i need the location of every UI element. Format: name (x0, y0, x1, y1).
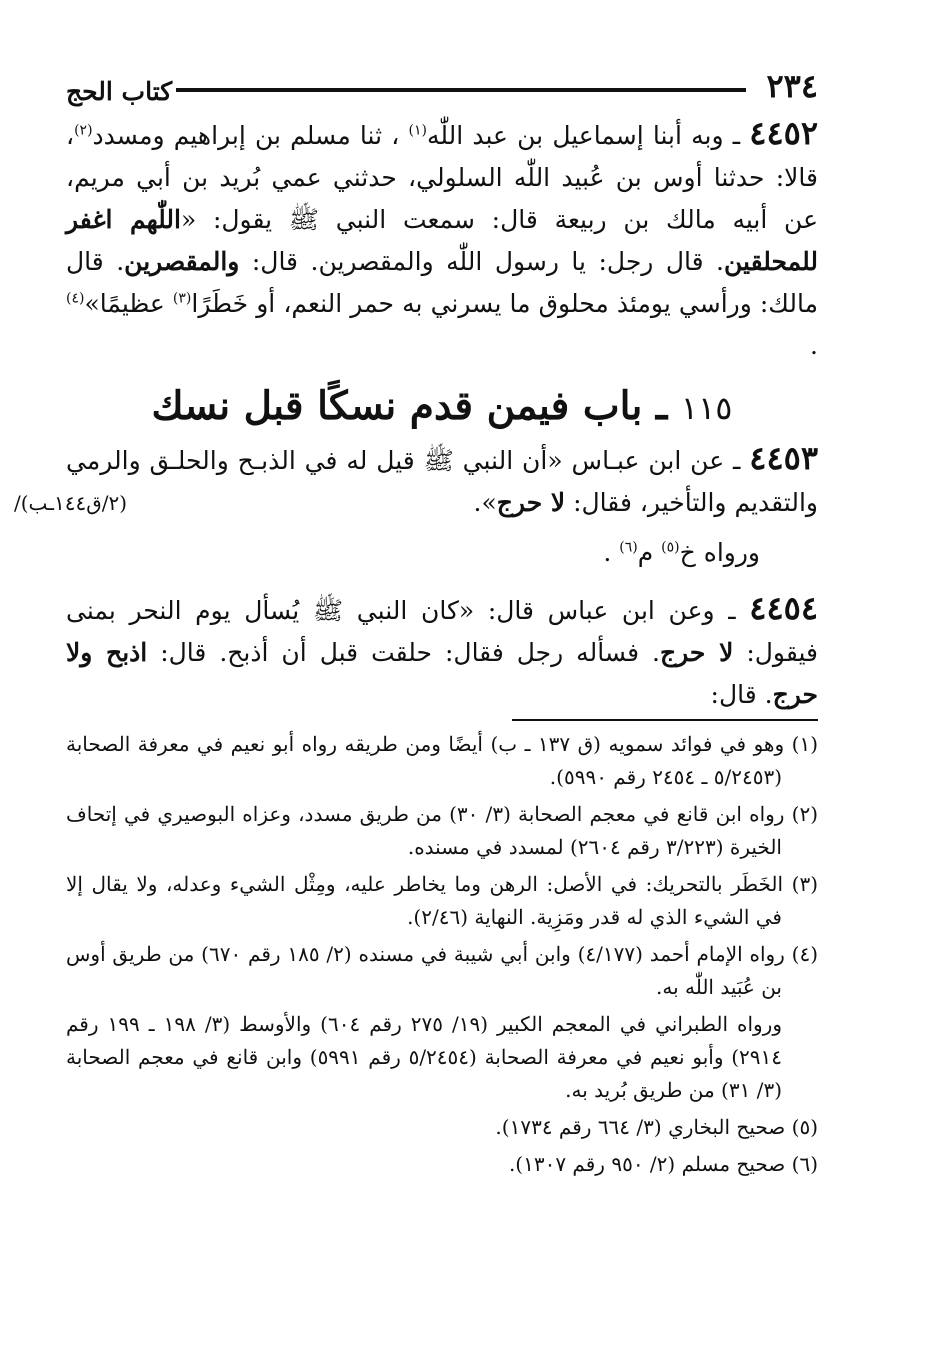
footnote (66, 798, 818, 864)
footnotes (66, 728, 818, 1185)
footnote-text: صحيح البخاري (٣/ ٦٦٤ رقم ١٧٣٤). (495, 1115, 786, 1139)
prophetic-saying: اللّٰهم اغفر للمحلقين (66, 205, 818, 276)
hadith-text: عظيمًا» (84, 289, 173, 318)
footnote (66, 728, 818, 794)
footnote-text: رواه الإمام أحمد (٤/١٧٧) وابن أبي شيبة في مسنده (٢/ ١٨٥ رقم ٦٧٠) من طريق أوس بن عُبَيد اللّٰه به. (66, 942, 785, 999)
hadith-4452 (66, 112, 818, 367)
footnote-ref: (٣) (172, 290, 192, 307)
footnote-ref: (٢) (74, 122, 93, 139)
footnote-number: (٥) (791, 1115, 818, 1139)
footnote-number: (٤) (791, 942, 819, 966)
footnote (66, 868, 818, 934)
footnote-number: (١) (791, 732, 819, 756)
hadith-number: ٤٤٥٣ (749, 439, 818, 477)
hadith-text: ـ وبه أبنا إسماعيل بن عبد اللّٰه (426, 121, 750, 150)
chapter-number: ١١٥ (680, 389, 733, 427)
footnote (66, 938, 818, 1004)
hadith-text: . قال رجل: يا رسول اللّٰه والمقصرين. قال: (239, 247, 725, 276)
footnote-ref: (١) (408, 122, 427, 139)
prophetic-saying: لا حرج (660, 638, 734, 667)
footnote-number: (٦) (791, 1152, 818, 1176)
hadith-text: . قال: (710, 680, 773, 709)
footnote-text: ورواه الطبراني في المعجم الكبير (١٩/ ٢٧٥ رقم ٦٠٤) والأوسط (٣/ ١٩٨ ـ ١٩٩ رقم ٢٩١٤) وأبو نعيم في معرفة الصحابة (٥/٢٤٥٤ رقم ٥٩٩١) وابن قانع في معجم الصحابة (٣/ ٣١) من طريق بُريد به. (66, 1012, 783, 1102)
footnote-continuation (66, 1008, 818, 1107)
footnote-text: صحيح مسلم (٢/ ٩٥٠ رقم ١٣٠٧). (508, 1152, 786, 1176)
prophetic-saying: اذبح ولا حرج (66, 638, 818, 709)
footnote-text: وهو في فوائد سمويه (ق ١٣٧ ـ ب) أيضًا ومن طريقه رواه أبو نعيم في معرفة الصحابة (٥/٢٤٥٣ ـ ٢٤٥٤ رقم ٥٩٩٠). (66, 732, 785, 789)
header-rule (176, 88, 746, 92)
footnote-number: (٣) (791, 872, 818, 896)
running-header (66, 66, 818, 106)
hadith-number: ٤٤٥٤ (749, 589, 818, 627)
attribution-text: ورواه خ (679, 538, 760, 567)
attribution-line (66, 532, 818, 574)
hadith-4454 (66, 587, 818, 716)
chapter-heading (66, 377, 818, 437)
chapter-title: ـ باب فيمن قدم نسكًا قبل نسك (151, 383, 681, 429)
footnote-separator (512, 719, 818, 721)
footnote-ref: (٥) (661, 539, 680, 556)
manuscript-folio-ref: (٢/ق١٤٤ـب)/ (14, 491, 128, 515)
hadith-number: ٤٤٥٢ (749, 114, 819, 152)
hadith-text: ». (473, 488, 497, 517)
footnote-text: الخَطَر بالتحريك: في الأصل: الرهن وما يخاطر عليه، ومِثْل الشيء وعدله، ولا يقال إلا في الشيء الذي له قدر ومَزِية. النهاية (٢/٤٦). (66, 872, 784, 929)
hadith-4453 (66, 437, 818, 524)
hadith-text: ، ثنا مسلم بن إبراهيم ومسدد (92, 121, 409, 150)
footnote-number: (٢) (791, 802, 818, 826)
footnote (66, 1111, 818, 1144)
hadith-text: . (810, 331, 818, 360)
hadith-text: ـ وعن ابن عباس قال: «كان النبي ﷺ يُسأل يوم النحر بمنى فيقول: (66, 596, 818, 667)
hadith-text: . قال مالك: ورأسي يومئذ محلوق ما يسرني به حمر النعم، أو خَطَرًا (66, 247, 819, 318)
book-title: كتاب الحج (66, 77, 173, 106)
hadith-text: . فسأله رجل فقال: حلقت قبل أن أذبح. قال: (147, 638, 660, 667)
prophetic-saying: لا حرج (496, 488, 566, 517)
attribution-text: م (637, 538, 662, 567)
hadith-text: ـ عن ابن عبـاس «أن النبي ﷺ قيل له في الذبـح والحلـق والرمي والتقديم والتأخير، فقال: (66, 446, 818, 517)
footnote (66, 1148, 818, 1181)
prophetic-saying: والمقصرين (124, 247, 240, 276)
hadith-text: ، قالا: حدثنا أوس بن عُبيد اللّٰه السلولي، حدثني عمي بُريد بن أبي مريم، عن أبيه مالك بن ربيعة قال: سمعت النبي ﷺ يقول: « (66, 121, 818, 234)
page-number: ٢٣٤ (766, 67, 818, 105)
footnote-text: رواه ابن قانع في معجم الصحابة (٣/ ٣٠) من طريق مسدد، وعزاه البوصيري في إتحاف الخيرة (٣/٢٢٣ رقم ٢٦٠٤) لمسدد في مسنده. (66, 802, 785, 859)
footnote-ref: (٦) (619, 539, 638, 556)
attribution-text: . (603, 538, 620, 567)
footnote-ref: (٤) (66, 290, 85, 307)
